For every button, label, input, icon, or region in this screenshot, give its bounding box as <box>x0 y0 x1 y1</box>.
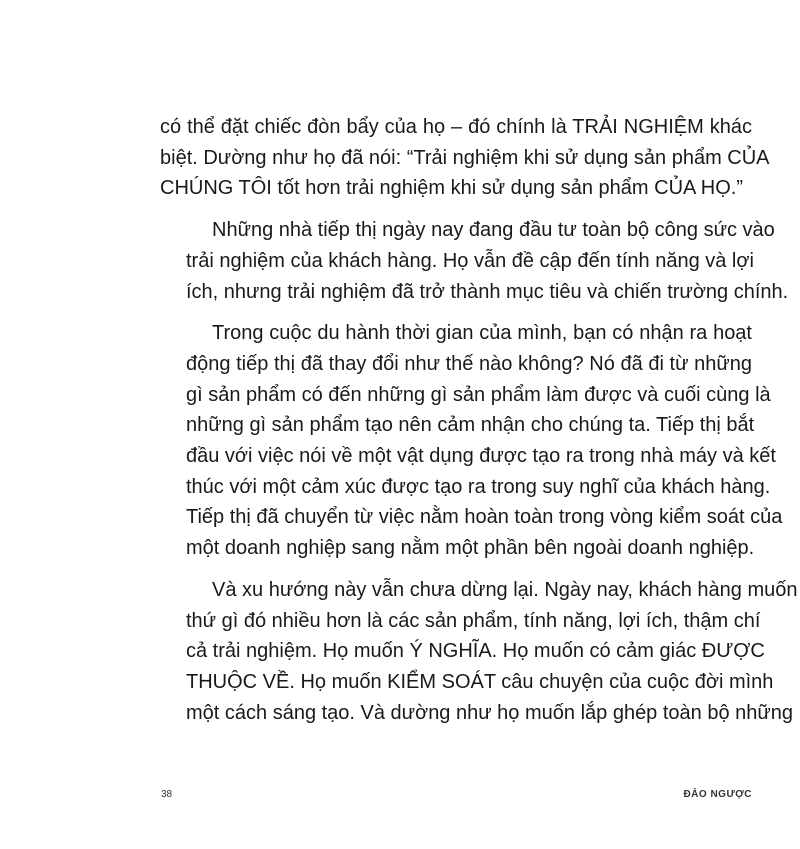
text-line: động tiếp thị đã thay đổi như thế nào không? Nó đã đi từ những <box>186 352 752 375</box>
paragraph-4 <box>160 575 798 729</box>
text-line: Trong cuộc du hành thời gian của mình, bạn có nhận ra hoạt <box>212 322 752 345</box>
body-text <box>160 112 798 728</box>
paragraph-3 <box>160 318 783 564</box>
text-line: cả trải nghiệm. Họ muốn Ý NGHĨA. Họ muốn có cảm giác ĐƯỢC <box>186 640 765 663</box>
text-line: một cách sáng tạo. Và dường như họ muốn lắp ghép toàn bộ những <box>186 701 794 724</box>
text-line: Tiếp thị đã chuyển từ việc nằm hoàn toàn trong vòng kiểm soát của <box>186 506 783 529</box>
text-line: đầu với việc nói về một vật dụng được tạo ra trong nhà máy và kết <box>186 445 776 468</box>
text-line: gì sản phẩm có đến những gì sản phẩm làm được và cuối cùng là <box>186 383 771 406</box>
text-line: những gì sản phẩm tạo nên cảm nhận cho chúng ta. Tiếp thị bắt <box>186 414 755 437</box>
text-line: thúc với một cảm xúc được tạo ra trong suy nghĩ của khách hàng. <box>186 475 771 498</box>
text-line: biệt. Dường như họ đã nói: “Trải nghiệm khi sử dụng sản phẩm CỦA <box>160 146 770 169</box>
text-line: Những nhà tiếp thị ngày nay đang đầu tư toàn bộ công sức vào <box>212 219 775 242</box>
text-line: Và xu hướng này vẫn chưa dừng lại. Ngày nay, khách hàng muốn <box>212 578 798 601</box>
paragraph-1 <box>160 112 770 204</box>
paragraph-2 <box>160 215 789 307</box>
text-line: CHÚNG TÔI tốt hơn trải nghiệm khi sử dụng sản phẩm CỦA HỌ.” <box>160 177 744 200</box>
page-number: 38 <box>161 789 173 800</box>
text-line: THUỘC VỀ. Họ muốn KIỂM SOÁT câu chuyện của cuộc đời mình <box>186 670 774 693</box>
text-line: có thể đặt chiếc đòn bẩy của họ – đó chính là TRẢI NGHIỆM khác <box>160 116 752 138</box>
text-line: thứ gì đó nhiều hơn là các sản phẩm, tính năng, lợi ích, thậm chí <box>186 609 761 632</box>
text-line: trải nghiệm của khách hàng. Họ vẫn đề cập đến tính năng và lợi <box>186 249 754 272</box>
text-line: một doanh nghiệp sang nằm một phần bên ngoài doanh nghiệp. <box>186 537 755 560</box>
text-line: ích, nhưng trải nghiệm đã trở thành mục tiêu và chiến trường chính. <box>186 280 789 303</box>
running-title: ĐẢO NGƯỢC <box>683 789 752 800</box>
